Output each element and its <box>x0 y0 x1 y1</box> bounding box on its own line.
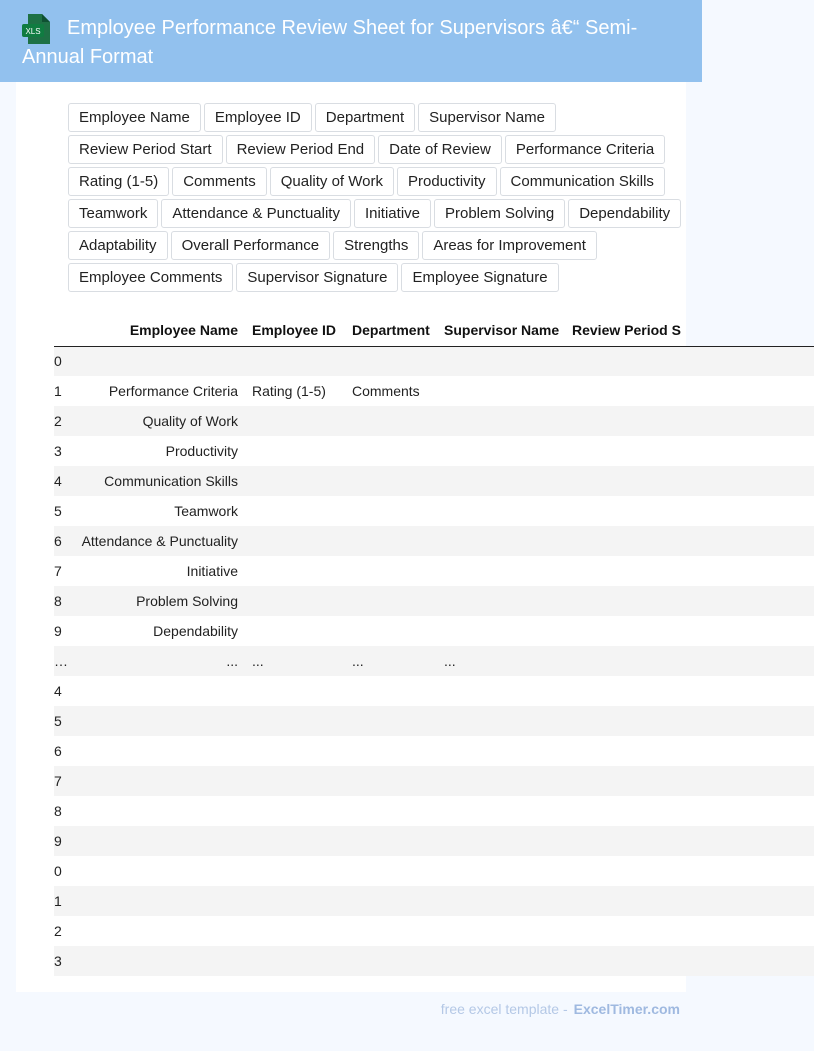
column-tags <box>68 103 688 295</box>
page-title: Employee Performance Review Sheet for Supervisors â€“ Semi-Annual Format <box>22 17 638 68</box>
table-cell[interactable] <box>246 466 346 496</box>
table-container[interactable] <box>54 314 681 976</box>
table-cell[interactable] <box>68 346 246 376</box>
row-index: 5 <box>54 713 62 729</box>
table-cell[interactable]: ... <box>226 653 238 669</box>
table-cell[interactable] <box>438 946 566 976</box>
table-row <box>54 946 814 976</box>
table-cell[interactable] <box>566 946 814 976</box>
table-row <box>54 466 814 496</box>
table-row <box>54 376 814 406</box>
column-header: Employee Name <box>68 314 246 346</box>
table-row <box>54 436 814 466</box>
table-cell[interactable] <box>566 706 814 736</box>
table-row <box>54 346 814 376</box>
table-row <box>54 856 814 886</box>
table-cell[interactable] <box>346 916 438 946</box>
column-tag[interactable]: Review Period Start <box>68 135 223 164</box>
table-cell[interactable] <box>438 886 566 916</box>
row-index: 4 <box>54 473 62 489</box>
column-tag[interactable]: Employee ID <box>204 103 312 132</box>
table-cell[interactable] <box>566 466 814 496</box>
table-cell[interactable] <box>68 916 246 946</box>
column-tag[interactable]: Employee Name <box>68 103 201 132</box>
table-cell[interactable] <box>438 826 566 856</box>
table-cell[interactable] <box>566 646 814 676</box>
table-cell[interactable]: Initiative <box>186 563 238 579</box>
page-header <box>0 0 702 82</box>
table-cell[interactable] <box>246 586 346 616</box>
table-cell[interactable] <box>438 706 566 736</box>
table-cell[interactable] <box>438 496 566 526</box>
table-cell[interactable] <box>346 736 438 766</box>
xls-icon-label: XLS <box>25 27 41 36</box>
table-cell[interactable] <box>438 556 566 586</box>
table-cell[interactable]: Productivity <box>165 443 238 459</box>
table-cell[interactable] <box>566 556 814 586</box>
table-cell[interactable] <box>346 586 438 616</box>
row-index: 2 <box>54 413 62 429</box>
table-cell[interactable] <box>346 766 438 796</box>
table-cell[interactable] <box>566 796 814 826</box>
table-cell[interactable]: Quality of Work <box>142 413 238 429</box>
table-cell[interactable] <box>346 556 438 586</box>
table-cell[interactable] <box>68 826 246 856</box>
table-cell[interactable] <box>246 616 346 646</box>
table-cell[interactable] <box>346 526 438 556</box>
column-tag[interactable]: Attendance & Punctuality <box>161 199 351 228</box>
row-index: 6 <box>54 533 62 549</box>
table-cell[interactable] <box>566 916 814 946</box>
table-cell[interactable] <box>346 946 438 976</box>
table-cell[interactable] <box>246 886 346 916</box>
table-cell[interactable] <box>68 856 246 886</box>
column-tag[interactable]: Employee Signature <box>401 263 558 292</box>
table-cell[interactable] <box>566 586 814 616</box>
row-index: 8 <box>54 803 62 819</box>
table-cell[interactable] <box>438 676 566 706</box>
row-index: 5 <box>54 503 62 519</box>
table-cell[interactable] <box>346 796 438 826</box>
row-index: 0 <box>54 353 62 370</box>
table-cell[interactable] <box>438 586 566 616</box>
table-cell[interactable]: Attendance & Punctuality <box>81 533 238 549</box>
table-cell[interactable] <box>68 706 246 736</box>
table-cell[interactable] <box>68 736 246 766</box>
table-row <box>54 706 814 736</box>
column-tag[interactable]: Strengths <box>333 231 419 260</box>
table-cell[interactable] <box>346 466 438 496</box>
table-cell[interactable] <box>438 736 566 766</box>
table-row <box>54 556 814 586</box>
table-cell[interactable] <box>246 706 346 736</box>
table-row <box>54 496 814 526</box>
table-cell[interactable] <box>566 346 814 376</box>
table-cell[interactable]: Performance Criteria <box>108 383 238 399</box>
table-cell[interactable] <box>346 496 438 526</box>
table-cell[interactable] <box>438 466 566 496</box>
table-cell[interactable] <box>246 676 346 706</box>
table-cell[interactable]: Problem Solving <box>136 593 238 609</box>
table-cell[interactable] <box>438 856 566 886</box>
column-tag[interactable]: Areas for Improvement <box>422 231 597 260</box>
table-row <box>54 826 814 856</box>
table-row <box>54 616 814 646</box>
row-index: 0 <box>54 863 62 879</box>
table-cell[interactable] <box>346 616 438 646</box>
column-tag[interactable]: Department <box>315 103 415 132</box>
table-cell[interactable] <box>346 406 438 436</box>
column-tag[interactable]: Teamwork <box>68 199 158 228</box>
table-cell[interactable] <box>566 526 814 556</box>
footer-brand-link[interactable]: ExcelTimer.com <box>573 1001 680 1017</box>
table-cell[interactable] <box>68 886 246 916</box>
table-cell[interactable] <box>68 796 246 826</box>
table-row <box>54 646 814 676</box>
table-cell[interactable] <box>438 916 566 946</box>
table-row <box>54 676 814 706</box>
row-index: 9 <box>54 833 62 849</box>
table-cell[interactable]: Teamwork <box>174 503 238 519</box>
table-row <box>54 916 814 946</box>
table-cell[interactable]: Comments <box>352 383 420 399</box>
table-cell[interactable]: Communication Skills <box>104 473 238 489</box>
row-index: 2 <box>54 923 62 939</box>
table-cell[interactable] <box>566 376 814 406</box>
column-tag[interactable]: Communication Skills <box>500 167 665 196</box>
table-cell[interactable] <box>246 916 346 946</box>
table-cell[interactable] <box>68 676 246 706</box>
row-index: 6 <box>54 743 62 759</box>
table-body <box>54 346 814 976</box>
row-index: 8 <box>54 593 62 609</box>
row-index: 4 <box>54 683 62 699</box>
column-tag[interactable]: Problem Solving <box>434 199 565 228</box>
table-cell[interactable] <box>438 796 566 826</box>
table-cell[interactable] <box>566 616 814 646</box>
table-cell[interactable]: ... <box>352 653 364 669</box>
column-tag[interactable]: Supervisor Signature <box>236 263 398 292</box>
table-cell[interactable] <box>346 346 438 376</box>
table-cell[interactable] <box>246 406 346 436</box>
footer <box>441 1001 680 1017</box>
table-cell[interactable] <box>566 886 814 916</box>
column-tag[interactable]: Supervisor Name <box>418 103 556 132</box>
column-header: Department <box>346 314 438 346</box>
table-cell[interactable]: Rating (1-5) <box>252 383 326 399</box>
column-tag[interactable]: Date of Review <box>378 135 502 164</box>
table-cell[interactable] <box>346 886 438 916</box>
row-index: … <box>54 653 68 669</box>
table-cell[interactable] <box>438 406 566 436</box>
table-cell[interactable] <box>438 436 566 466</box>
table-cell[interactable] <box>438 766 566 796</box>
column-tag[interactable]: Adaptability <box>68 231 168 260</box>
table-cell[interactable] <box>68 766 246 796</box>
table-cell[interactable] <box>438 346 566 376</box>
table-cell[interactable]: ... <box>252 653 264 669</box>
table-cell[interactable] <box>566 856 814 886</box>
row-index: 3 <box>54 443 62 459</box>
column-header <box>54 314 68 346</box>
table-cell[interactable] <box>246 436 346 466</box>
column-header: Supervisor Name <box>438 314 566 346</box>
table-cell[interactable] <box>566 436 814 466</box>
table-cell[interactable] <box>246 346 346 376</box>
table-cell[interactable] <box>566 676 814 706</box>
table-cell[interactable] <box>68 946 246 976</box>
table-cell[interactable] <box>246 496 346 526</box>
table-row <box>54 766 814 796</box>
footer-text: free excel template - <box>440 1001 568 1017</box>
row-index: 3 <box>54 953 62 969</box>
table-cell[interactable] <box>246 526 346 556</box>
table-cell[interactable] <box>246 946 346 976</box>
table-cell[interactable]: ... <box>444 653 456 669</box>
table-cell[interactable] <box>566 736 814 766</box>
table-cell[interactable] <box>246 556 346 586</box>
table-cell[interactable] <box>566 766 814 796</box>
table-row <box>54 796 814 826</box>
table-cell[interactable] <box>346 856 438 886</box>
table-row <box>54 586 814 616</box>
table-cell[interactable]: Dependability <box>153 623 238 639</box>
table-row <box>54 886 814 916</box>
table-cell[interactable] <box>566 826 814 856</box>
table-cell[interactable] <box>346 676 438 706</box>
row-index: 7 <box>54 563 62 579</box>
table-cell[interactable] <box>346 706 438 736</box>
column-header: Employee ID <box>246 314 346 346</box>
data-table <box>54 314 814 976</box>
table-cell[interactable] <box>438 376 566 406</box>
table-cell[interactable] <box>566 406 814 436</box>
column-tag[interactable]: Quality of Work <box>270 167 394 196</box>
table-cell[interactable] <box>346 436 438 466</box>
table-cell[interactable] <box>246 856 346 886</box>
column-tag[interactable]: Rating (1-5) <box>68 167 169 196</box>
table-cell[interactable] <box>246 826 346 856</box>
table-row <box>54 736 814 766</box>
row-index: 7 <box>54 773 62 789</box>
row-index: 1 <box>54 383 62 399</box>
column-tag[interactable]: Dependability <box>568 199 681 228</box>
table-cell[interactable] <box>246 796 346 826</box>
table-cell[interactable] <box>566 496 814 526</box>
column-tag[interactable]: Comments <box>172 167 267 196</box>
table-header-row <box>54 314 814 346</box>
column-tag[interactable]: Overall Performance <box>171 231 331 260</box>
table-cell[interactable] <box>438 526 566 556</box>
column-tag[interactable]: Performance Criteria <box>505 135 665 164</box>
table-cell[interactable] <box>246 736 346 766</box>
row-index: 1 <box>54 893 62 909</box>
table-cell[interactable] <box>438 616 566 646</box>
table-cell[interactable] <box>346 826 438 856</box>
table-row <box>54 406 814 436</box>
row-index: 9 <box>54 623 62 639</box>
column-tag[interactable]: Employee Comments <box>68 263 233 292</box>
column-header: Review Period S <box>566 314 814 346</box>
column-tag[interactable]: Initiative <box>354 199 431 228</box>
table-cell[interactable] <box>246 766 346 796</box>
table-row <box>54 526 814 556</box>
column-tag[interactable]: Productivity <box>397 167 497 196</box>
column-tag[interactable]: Review Period End <box>226 135 376 164</box>
